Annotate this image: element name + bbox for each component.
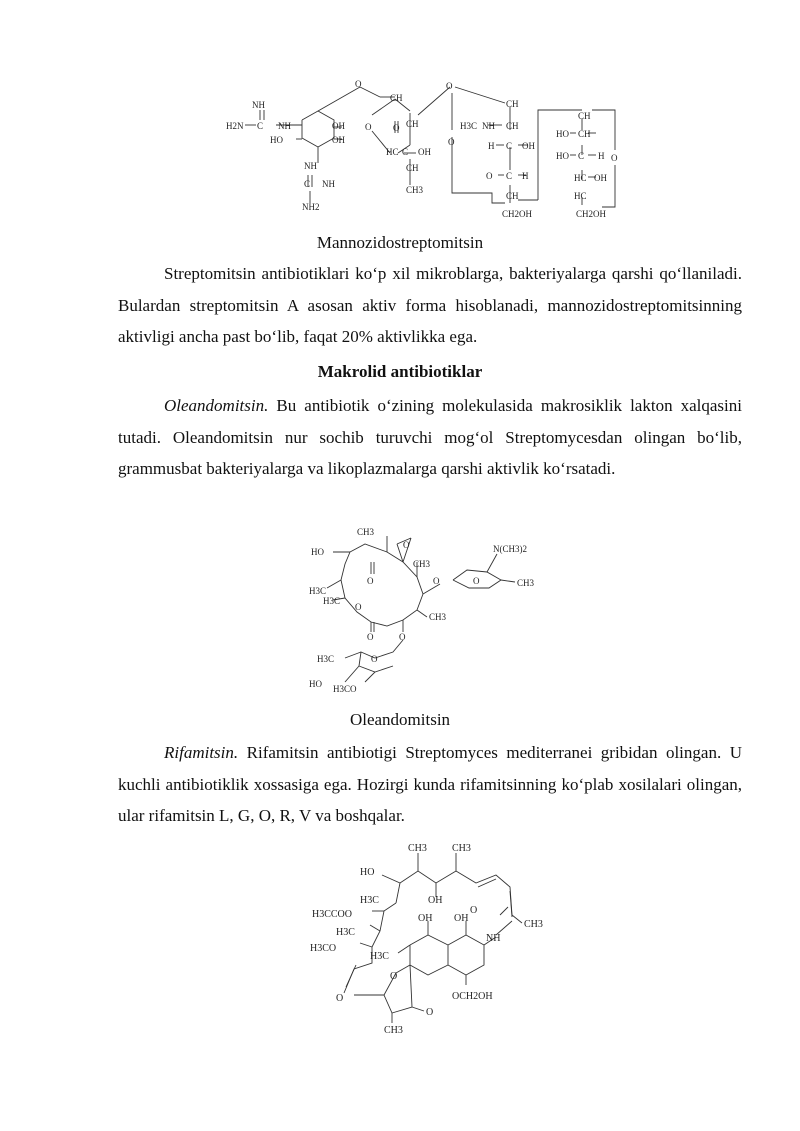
label-ho: HO — [556, 129, 569, 139]
label-o: O — [403, 540, 410, 550]
label-h3co: H3CO — [310, 943, 337, 954]
label-h: H — [522, 171, 529, 181]
label-ch3: CH3 — [524, 919, 543, 930]
label-c: C — [257, 121, 264, 131]
label-ho: HO — [360, 867, 375, 878]
label-o: O — [446, 81, 453, 91]
paragraph-oleandomitsin-text: Bu antibiotik o‘zining molekulasida makrosiklik lakton xalqasini tutadi. Oleandomitsin nur sochib turuvchi mog‘ol Streptomycesdan olingan bo‘lib, grammusbat bakteriyalarga va likoplazmalarga qarshi aktivlik ko‘rsatadi. — [118, 396, 742, 478]
label-h: H — [488, 141, 495, 151]
label-o: O — [486, 171, 493, 181]
structure-drawing-3 — [300, 835, 560, 1040]
label-c: C — [402, 147, 409, 157]
term-rifamitsin: Rifamitsin. — [164, 743, 239, 762]
label-nh: NH — [322, 179, 335, 189]
label-o: O — [393, 123, 400, 133]
label-hc: HC — [574, 191, 587, 201]
label-hc: HC — [574, 173, 587, 183]
label-nh: NH — [252, 100, 265, 110]
label-o: O — [367, 632, 374, 642]
label-ho: HO — [311, 547, 324, 557]
label-oh: OH — [522, 141, 535, 151]
label-o: O — [473, 576, 480, 586]
label-nh: NH — [278, 121, 291, 131]
label-h2n: H2N — [226, 121, 244, 131]
label-c: C — [304, 179, 311, 189]
label-hc: HC — [386, 147, 399, 157]
label-h3c: H3C — [460, 121, 478, 131]
label-o: O — [390, 971, 398, 982]
label-h3c: H3C — [317, 654, 335, 664]
label-ho: HO — [556, 151, 569, 161]
label-oh: OH — [454, 913, 469, 924]
label-ch: CH — [390, 93, 403, 103]
label-ch3: CH3 — [384, 1025, 403, 1036]
label-nh: NH — [486, 933, 501, 944]
label-h: H — [598, 151, 605, 161]
label-o: O — [433, 576, 440, 586]
label-h3c: H3C — [309, 586, 327, 596]
label-o: O — [371, 654, 378, 664]
label-ch3: CH3 — [413, 559, 431, 569]
label-ch2oh: CH2OH — [576, 209, 607, 219]
label-oh: OH — [594, 173, 607, 183]
label-oh: OH — [332, 135, 345, 145]
label-o: O — [365, 122, 372, 132]
label-ch: CH — [578, 111, 591, 121]
label-oh: OH — [428, 895, 443, 906]
label-o: O — [367, 576, 374, 586]
label-o: O — [448, 137, 455, 147]
label-h3c: H3C — [360, 895, 379, 906]
label-nme2: N(CH3)2 — [493, 544, 527, 554]
label-c: C — [506, 141, 513, 151]
label-oh: OH — [418, 913, 433, 924]
label-ch3: CH3 — [429, 612, 447, 622]
label-o: O — [426, 1007, 434, 1018]
label-o: O — [611, 153, 618, 163]
label-o: O — [399, 632, 406, 642]
paragraph-rifamitsin-text: Rifamitsin antibiotigi Streptomyces mediterranei gribidan olingan. U kuchli antibiotiklik xossasiga ega. Hozirgi kunda rifamitsinning ko‘plab xosilalari olingan, ular rifamitsin L, G, O, R, V va boshqalar. — [118, 743, 742, 825]
label-o: O — [470, 905, 478, 916]
label-nh: NH — [304, 161, 317, 171]
label-ch3: CH3 — [408, 843, 427, 854]
label-nh: NH — [482, 121, 495, 131]
label-h3c: H3C — [336, 927, 355, 938]
rifamitsin-structure — [300, 835, 560, 1040]
label-o: O — [336, 993, 344, 1004]
section-heading-makrolid: Makrolid antibiotiklar — [317, 362, 483, 381]
label-ch: CH — [406, 163, 419, 173]
figure-caption-oleandomitsin: Oleandomitsin — [349, 710, 451, 729]
label-ch: CH — [578, 129, 591, 139]
term-oleandomitsin: Oleandomitsin. — [164, 396, 269, 415]
structure-drawing-2 — [305, 522, 555, 697]
label-oh: OH — [418, 147, 431, 157]
label-h3co: H3CO — [333, 684, 357, 694]
label-ch: CH — [506, 99, 519, 109]
oleandomitsin-structure — [305, 522, 555, 697]
mannozidostreptomitsin-structure — [220, 75, 630, 225]
label-oh: OH — [332, 121, 345, 131]
paragraph-rifamitsin — [118, 737, 742, 832]
label-ch: CH — [506, 121, 519, 131]
label-ch3: CH3 — [357, 527, 375, 537]
label-ch3: CH3 — [452, 843, 471, 854]
label-o: O — [355, 602, 362, 612]
label-h3c: H3C — [370, 951, 389, 962]
label-ho: HO — [309, 679, 322, 689]
label-ch: CH — [506, 191, 519, 201]
label-ch3: CH3 — [406, 185, 424, 195]
figure-caption-mannozidostreptomitsin: Mannozidostreptomitsin — [316, 233, 484, 252]
structure-drawing-1 — [220, 75, 630, 225]
label-c: C — [506, 171, 513, 181]
label-o: O — [355, 79, 362, 89]
label-ch3: CH3 — [517, 578, 535, 588]
label-ch: CH — [406, 119, 419, 129]
label-ho: HO — [270, 135, 283, 145]
paragraph-oleandomitsin — [118, 390, 742, 485]
label-ch2oh: CH2OH — [502, 209, 533, 219]
label-h3c: H3C — [323, 596, 341, 606]
label-nh2: NH2 — [302, 202, 320, 212]
label-h3ccoo: H3CCOO — [312, 909, 353, 920]
label-c: C — [578, 151, 585, 161]
paragraph-streptomitsin: Streptomitsin antibiotiklari ko‘p xil mikroblarga, bakteriyalarga qarshi qo‘llaniladi. Bulardan streptomitsin A asosan aktiv forma hisoblanadi, mannozidostreptomitsinning aktivligi ancha past bo‘lib, faqat 20% aktivlikka ega. — [118, 264, 742, 346]
label-och2oh: OCH2OH — [452, 991, 493, 1002]
